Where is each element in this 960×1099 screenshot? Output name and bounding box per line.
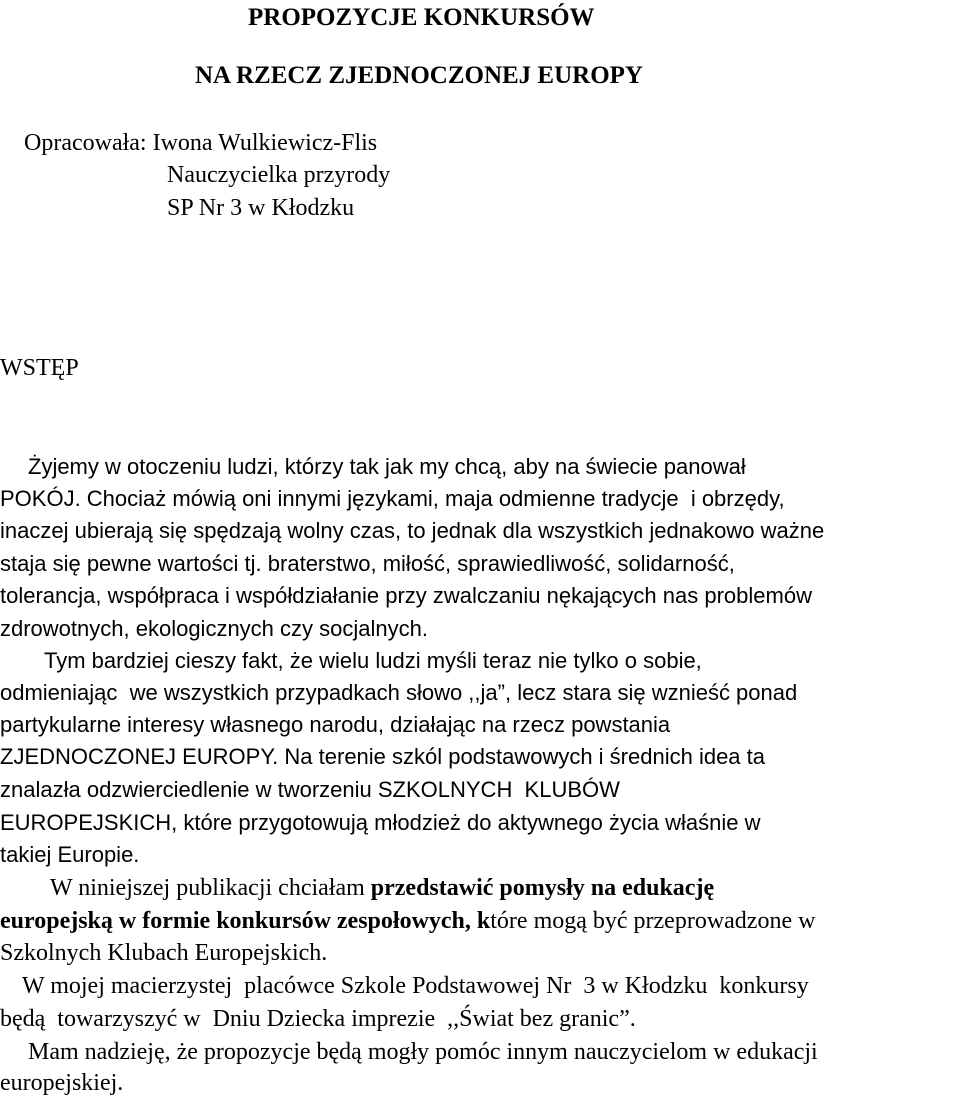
paragraph-4-line: W mojej macierzystej placówce Szkole Podstawowej Nr 3 w Kłodzku konkursy [22, 973, 809, 999]
author-line: Opracowała: Iwona Wulkiewicz-Flis [24, 130, 378, 156]
paragraph-2-line: Tym bardziej cieszy fakt, że wielu ludzi myśli teraz nie tylko o sobie, [44, 648, 702, 673]
paragraph-5-line: Mam nadzieję, że propozycje będą mogły pomóc innym nauczycielom w edukacji [28, 1039, 818, 1065]
paragraph-2-line: odmieniając we wszystkich przypadkach słowo ,,ja”, lecz stara się wznieść ponad [0, 680, 798, 705]
paragraph-1-line: staja się pewne wartości tj. braterstwo, miłość, sprawiedliwość, solidarność, [0, 551, 735, 576]
paragraph-4-line: będą towarzyszyć w Dniu Dziecka imprezie ,,Świat bez granic”. [0, 1006, 636, 1032]
paragraph-2-line: EUROPEJSKICH, które przygotowują młodzież do aktywnego życia właśnie w [0, 810, 761, 835]
paragraph-3-line [50, 876, 714, 900]
paragraph-3-emphasis: przedstawić pomysły na edukację [370, 875, 715, 901]
author-school: SP Nr 3 w Kłodzku [167, 195, 355, 221]
section-heading: WSTĘP [0, 355, 79, 381]
paragraph-2-line: takiej Europie. [0, 842, 140, 867]
paragraph-1-line: inaczej ubierają się spędzają wolny czas, to jednak dla wszystkich jednakowo ważne [0, 518, 825, 543]
paragraph-1-line: Żyjemy w otoczeniu ludzi, którzy tak jak my chcą, aby na świecie panował [28, 454, 746, 479]
paragraph-1-line: zdrowotnych, ekologicznych czy socjalnych. [0, 616, 428, 641]
paragraph-3-emphasis: europejską w formie konkursów zespołowych, k [0, 908, 491, 934]
paragraph-3-text: W niniejszej publikacji chciałam [50, 875, 371, 901]
paragraph-2-line: ZJEDNOCZONEJ EUROPY. Na terenie szkól podstawowych i średnich idea ta [0, 744, 765, 769]
title-line-2: NA RZECZ ZJEDNOCZONEJ EUROPY [195, 62, 643, 89]
paragraph-1-line: tolerancja, współpraca i współdziałanie przy zwalczaniu nękających nas problemów [0, 583, 812, 608]
paragraph-3-text: tóre mogą być przeprowadzone w [490, 908, 816, 934]
paragraph-3-line: Szkolnych Klubach Europejskich. [0, 940, 328, 966]
paragraph-5-line: europejskiej. [0, 1070, 124, 1096]
paragraph-3-line [0, 909, 815, 933]
paragraph-2-line: partykularne interesy własnego narodu, działając na rzecz powstania [0, 712, 671, 737]
paragraph-2-line: znalazła odzwierciedlenie w tworzeniu SZKOLNYCH KLUBÓW [0, 777, 620, 802]
title-line-1: PROPOZYCJE KONKURSÓW [248, 4, 595, 31]
author-role: Nauczycielka przyrody [167, 162, 391, 188]
paragraph-1-line: POKÓJ. Chociaż mówią oni innymi językami, maja odmienne tradycje i obrzędy, [0, 486, 785, 511]
